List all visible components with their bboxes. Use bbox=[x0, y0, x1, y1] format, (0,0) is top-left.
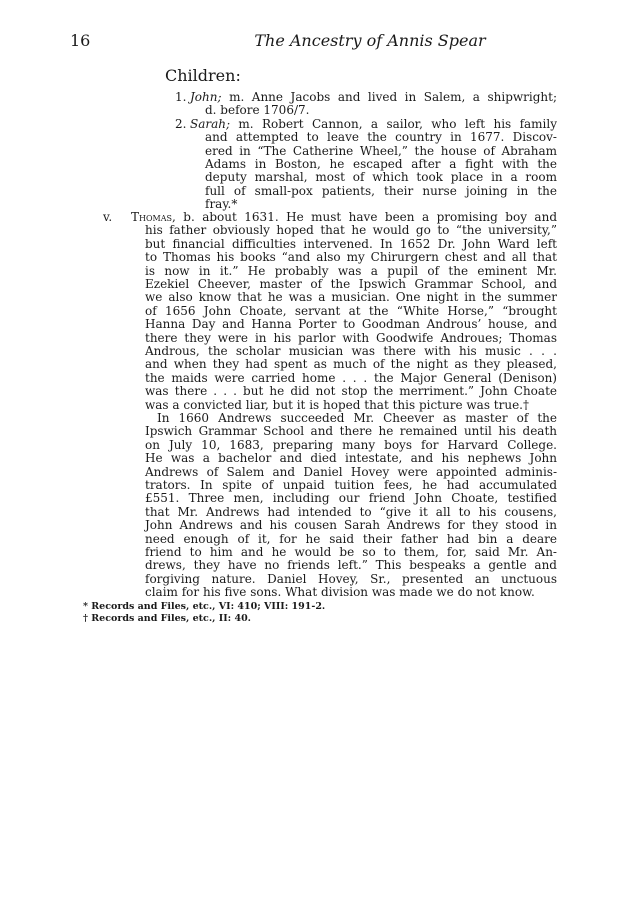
child-line: full of small-pox patients, their nurse joining in the bbox=[205, 183, 557, 198]
entry-line: Hanna Day and Hanna Porter to Goodman Androus’ house, and bbox=[145, 317, 557, 332]
children-heading: Children: bbox=[165, 66, 241, 85]
child-line: ered in “The Catherine Wheel,” the house of Abraham bbox=[205, 143, 557, 158]
child-line bbox=[190, 91, 557, 104]
child-line: fray.* bbox=[205, 197, 238, 212]
entry-line: is now in it.” He probably was a pupil of the eminent Mr. bbox=[145, 263, 557, 278]
entry-line: £551. Three men, including our friend John Choate, testified bbox=[145, 491, 557, 506]
entry-line: Ipswich Grammar School and there he remained until his death bbox=[145, 424, 557, 439]
entry-numeral: v. bbox=[103, 210, 113, 224]
child-text: m. Robert Cannon, a sailor, who left his family bbox=[230, 116, 557, 131]
entry-line: was there . . . but he did not stop the merriment.” John Choate bbox=[145, 384, 557, 399]
entry-line: Ezekiel Cheever, master of the Ipswich Grammar School, and bbox=[145, 277, 557, 291]
entry-line: Androus, the scholar musician was there with his music . . . bbox=[145, 344, 557, 358]
entry-line: trators. In spite of unpaid tuition fees, he had accumulated bbox=[145, 478, 557, 492]
entry-line: and when they had spent as much of the night as they pleased, bbox=[145, 357, 557, 372]
running-title: The Ancestry of Annis Spear bbox=[254, 31, 486, 50]
entry-line: need enough of it, for he said their father had bin a deare bbox=[145, 531, 557, 546]
child-name: John; bbox=[190, 90, 222, 104]
entry-line: his father obviously hoped that he would go to “the university,” bbox=[145, 223, 557, 238]
entry-line: forgiving nature. Daniel Hovey, Sr., presented an unctuous bbox=[145, 571, 557, 586]
entry-line: He was a bachelor and died intestate, and his nephews John bbox=[145, 451, 557, 466]
child-line: and attempted to leave the country in 1677. Discov- bbox=[205, 130, 557, 145]
child-line: d. before 1706/7. bbox=[205, 103, 310, 118]
entry-name: Thomas bbox=[131, 210, 172, 224]
child-name: Sarah; bbox=[190, 116, 231, 131]
entry-line: that Mr. Andrews had intended to “give it all to his cousens, bbox=[145, 504, 557, 519]
child-line: deputy marshal, most of which took place in a room bbox=[205, 170, 557, 185]
child-number: 1. bbox=[175, 90, 187, 104]
entry-line: we also know that he was a musician. One night in the summer bbox=[145, 290, 557, 305]
entry-line: John Andrews and his cousen Sarah Andrews for they stood in bbox=[145, 518, 557, 533]
child-number: 2. bbox=[175, 116, 187, 131]
entry-line bbox=[131, 211, 557, 224]
entry-line: but financial difficulties intervened. In 1652 Dr. John Ward left bbox=[145, 236, 557, 251]
entry-line: to Thomas his books “and also my Chirurgern chest and all that bbox=[145, 250, 557, 265]
entry-line: claim for his five sons. What division was made we do not know. bbox=[145, 585, 535, 600]
child-text: m. Anne Jacobs and lived in Salem, a shipwright; bbox=[221, 90, 557, 104]
page-number: 16 bbox=[70, 31, 91, 50]
entry-line: In 1660 Andrews succeeded Mr. Cheever as master of the bbox=[157, 411, 557, 425]
child-line bbox=[190, 118, 557, 131]
child-line: Adams in Boston, he escaped after a fight with the bbox=[205, 157, 557, 171]
entry-line: the maids were carried home . . . the Major General (Denison) bbox=[145, 370, 557, 385]
entry-line: drews, they have no friends left.” This bespeaks a gentle and bbox=[145, 558, 557, 573]
entry-text: , b. about 1631. He must have been a promising boy and bbox=[172, 210, 557, 224]
entry-line: Andrews of Salem and Daniel Hovey were appointed adminis- bbox=[145, 464, 557, 479]
entry-line: there they were in his parlor with Goodwife Androues; Thomas bbox=[145, 330, 557, 345]
entry-line: on July 10, 1683, preparing many boys for Harvard College. bbox=[145, 437, 557, 452]
footnote: † Records and Files, etc., II: 40. bbox=[83, 613, 251, 624]
entry-line: friend to him and he would be so to them, for, said Mr. An- bbox=[145, 545, 557, 559]
footnote: * Records and Files, etc., VI: 410; VIII: 191-2. bbox=[83, 601, 326, 612]
entry-line: of 1656 John Choate, servant at the “White Horse,” “brought bbox=[145, 303, 557, 318]
entry-line: was a convicted liar, but it is hoped that this picture was true.† bbox=[145, 397, 529, 412]
